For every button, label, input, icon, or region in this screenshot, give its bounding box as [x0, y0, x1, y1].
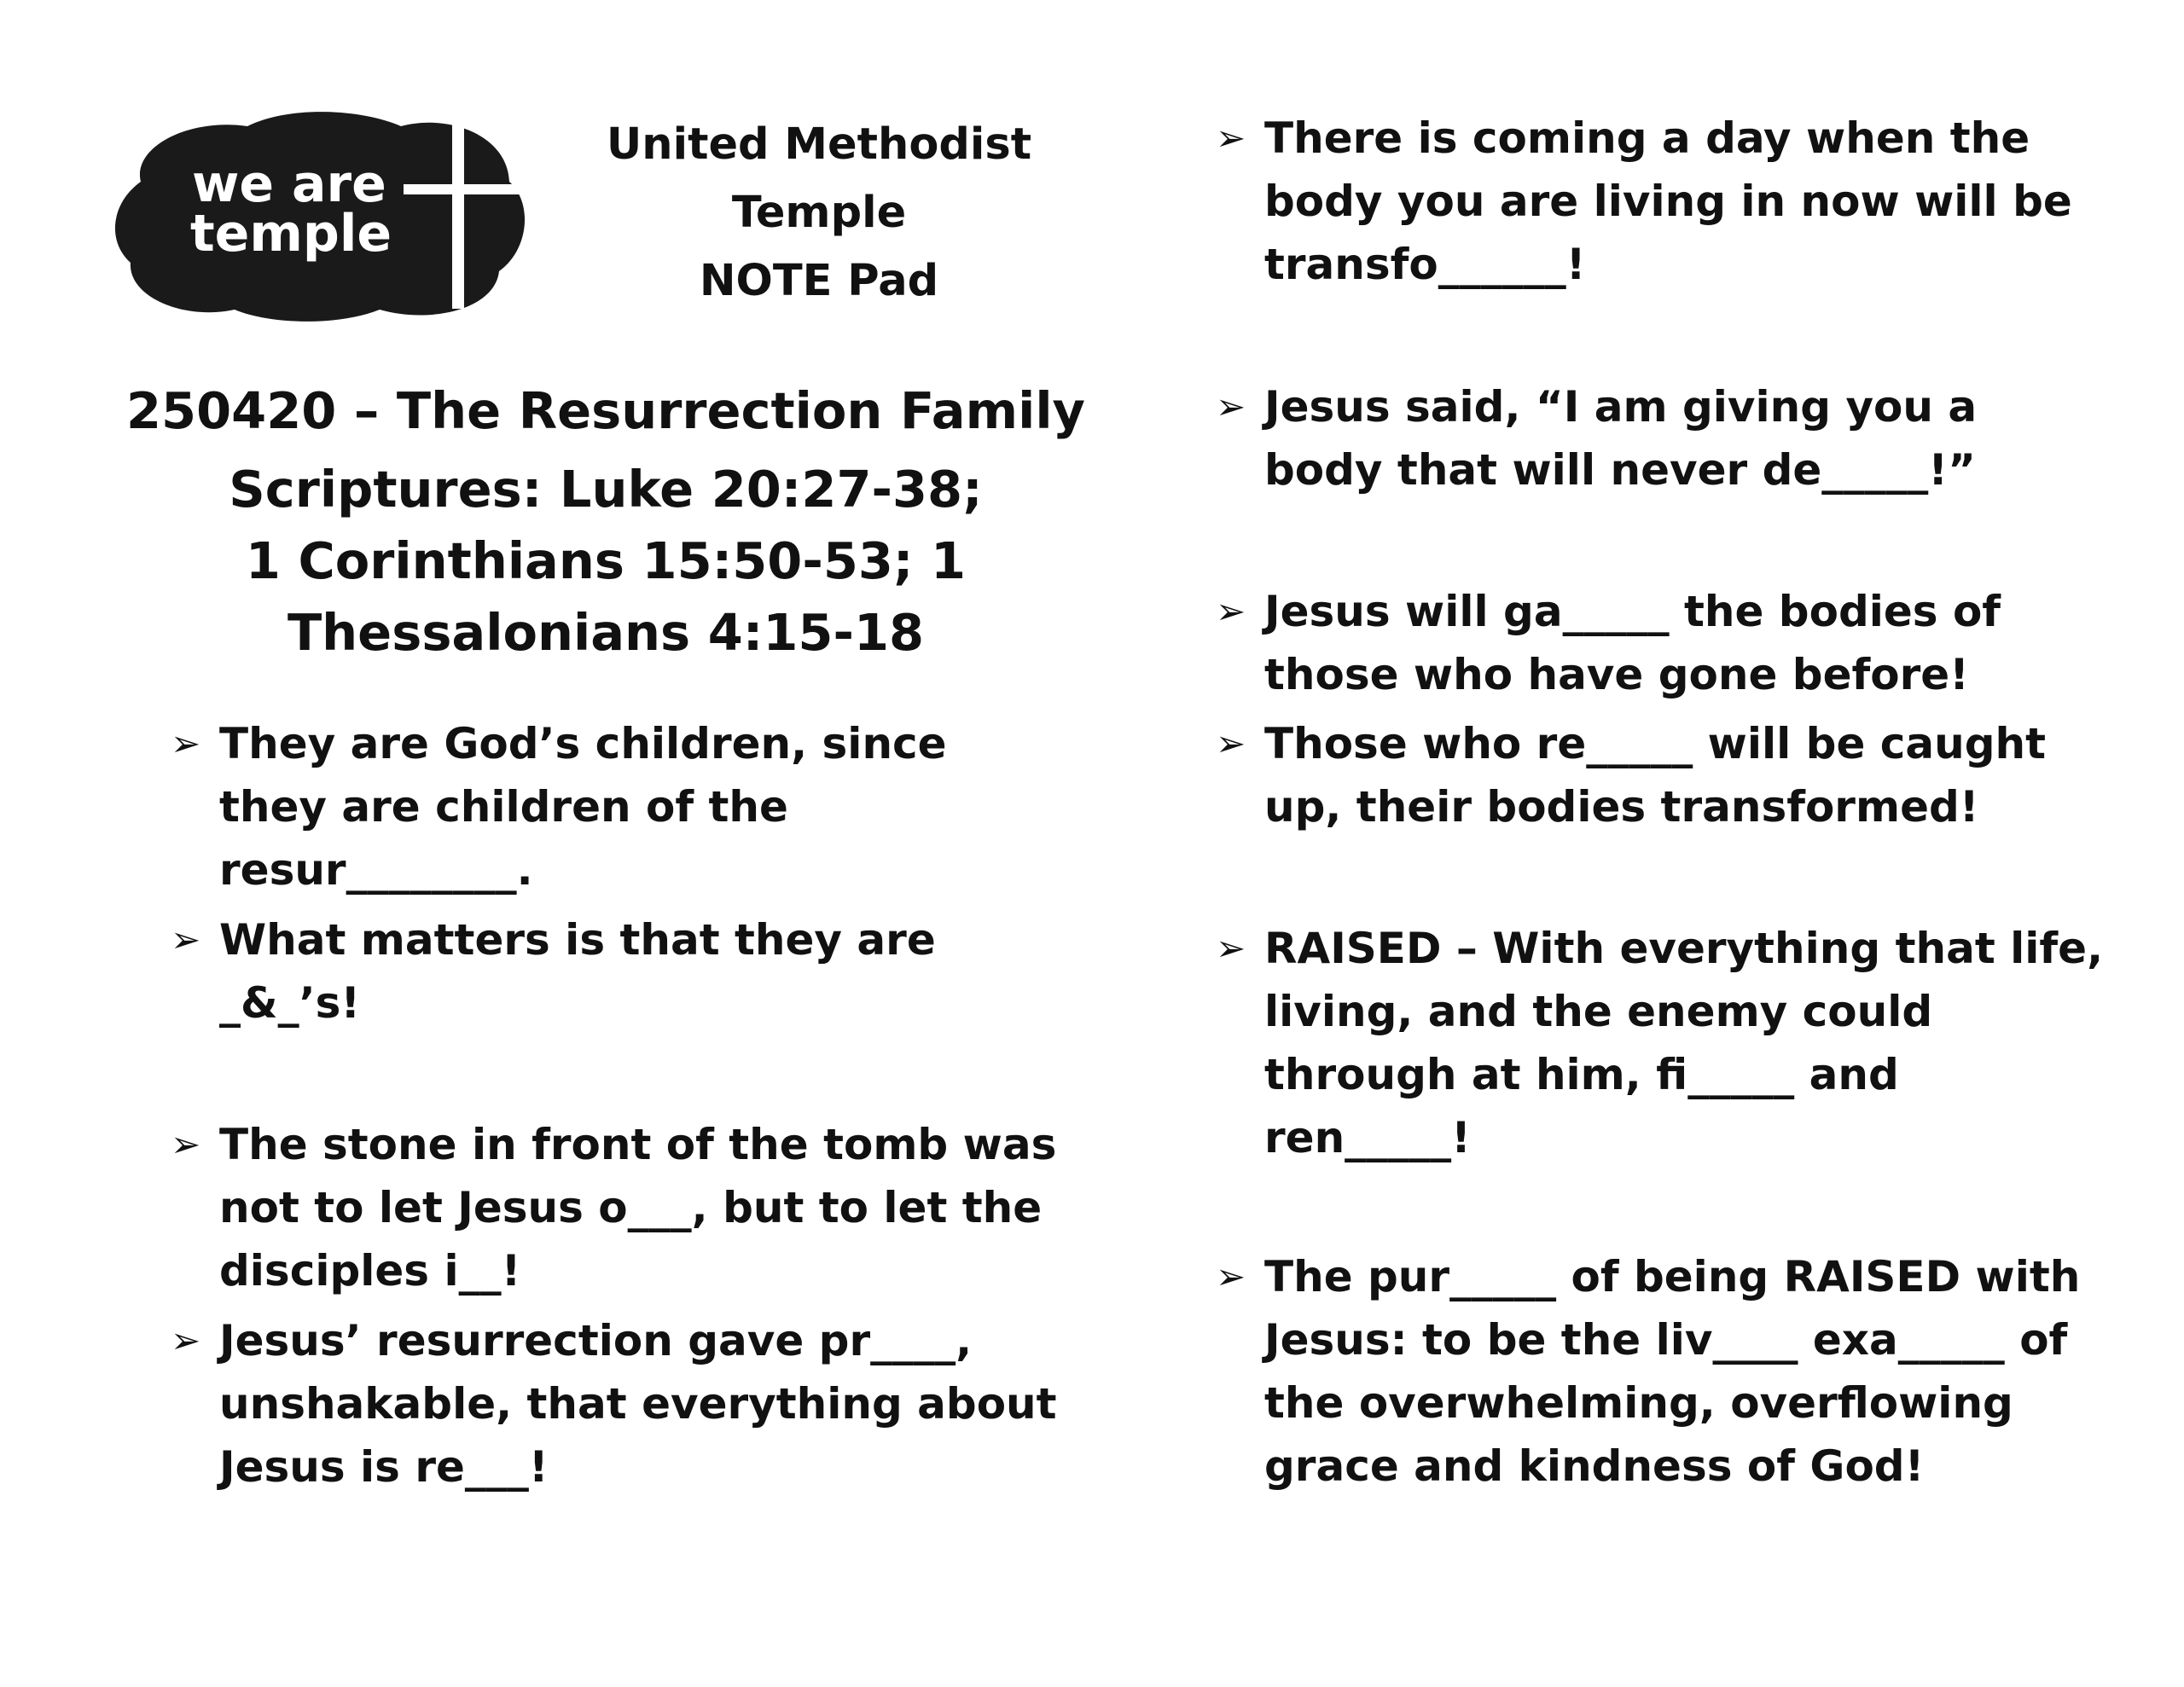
arrow-bullet-icon: ➢	[171, 1123, 201, 1165]
arrow-bullet-icon: ➢	[1216, 590, 1246, 632]
bullet-line: Jesus is re___!	[219, 1442, 549, 1492]
scripture-line: Thessalonians 4:15-18	[287, 603, 925, 662]
we-are-temple-logo	[107, 101, 550, 331]
arrow-bullet-icon: ➢	[1216, 1255, 1246, 1297]
scripture-line: 1 Corinthians 15:50-53; 1	[245, 531, 967, 590]
arrow-bullet-icon: ➢	[1216, 117, 1246, 159]
logo-text-temple: temple	[190, 204, 392, 264]
bullet-line: The stone in front of the tomb was	[219, 1120, 1057, 1169]
bullet-line: ren_____!	[1264, 1113, 1471, 1162]
bullet-line: Jesus: to be the liv____ exa_____ of	[1264, 1315, 2068, 1365]
arrow-bullet-icon: ➢	[1216, 927, 1246, 969]
bullet-line: Jesus’ resurrection gave pr____,	[219, 1316, 973, 1365]
scripture-line: Scriptures: Luke 20:27-38;	[229, 460, 983, 519]
header-line-3: NOTE Pad	[699, 256, 939, 306]
header-line-1: United Methodist	[606, 119, 1032, 170]
bullet-line: grace and kindness of God!	[1264, 1441, 1925, 1491]
bullet-line: body you are living in now will be	[1264, 177, 2072, 226]
bullet-line: disciples i__!	[219, 1246, 521, 1296]
bullet-line: body that will never de_____!”	[1264, 445, 1976, 495]
bullet-line: There is coming a day when the	[1264, 113, 2030, 163]
sermon-title: 250420 – The Resurrection Family	[126, 381, 1085, 440]
bullet-line: Jesus said, “I am giving you a	[1264, 382, 1978, 432]
header-line-2: Temple	[731, 188, 907, 238]
church-header	[580, 111, 1058, 316]
scripture-references	[111, 454, 1101, 669]
bullet-line: resur________.	[219, 845, 533, 895]
arrow-bullet-icon: ➢	[1216, 722, 1246, 764]
bullet-line: They are God’s children, since	[219, 719, 947, 768]
bullet-line: What matters is that they are	[219, 915, 936, 965]
bullet-line: up, their bodies transformed!	[1264, 782, 1979, 832]
bullet-line: those who have gone before!	[1264, 650, 1969, 699]
arrow-bullet-icon: ➢	[171, 919, 201, 960]
arrow-bullet-icon: ➢	[171, 1319, 201, 1361]
bullet-line: RAISED – With everything that life,	[1264, 924, 2104, 973]
arrow-bullet-icon: ➢	[1216, 386, 1246, 427]
bullet-line: through at him, fi_____ and	[1264, 1050, 1899, 1099]
arrow-bullet-icon: ➢	[171, 722, 201, 764]
bullet-line: Those who re_____ will be caught	[1264, 719, 2047, 768]
bullet-line: they are children of the	[219, 782, 788, 832]
bullet-line: not to let Jesus o___, but to let the	[219, 1183, 1043, 1232]
bullet-line: Jesus will ga_____ the bodies of	[1264, 587, 2001, 636]
bullet-line: unshakable, that everything about	[219, 1379, 1057, 1429]
bullet-line: the overwhelming, overflowing	[1264, 1378, 2013, 1428]
logo-text-we-are: we are	[192, 154, 386, 214]
bullet-line: _&_’s!	[219, 978, 361, 1028]
bullet-line: The pur_____ of being RAISED with	[1264, 1252, 2081, 1301]
bullet-line: transfo______!	[1264, 240, 1586, 289]
bullet-line: living, and the enemy could	[1264, 987, 1933, 1036]
